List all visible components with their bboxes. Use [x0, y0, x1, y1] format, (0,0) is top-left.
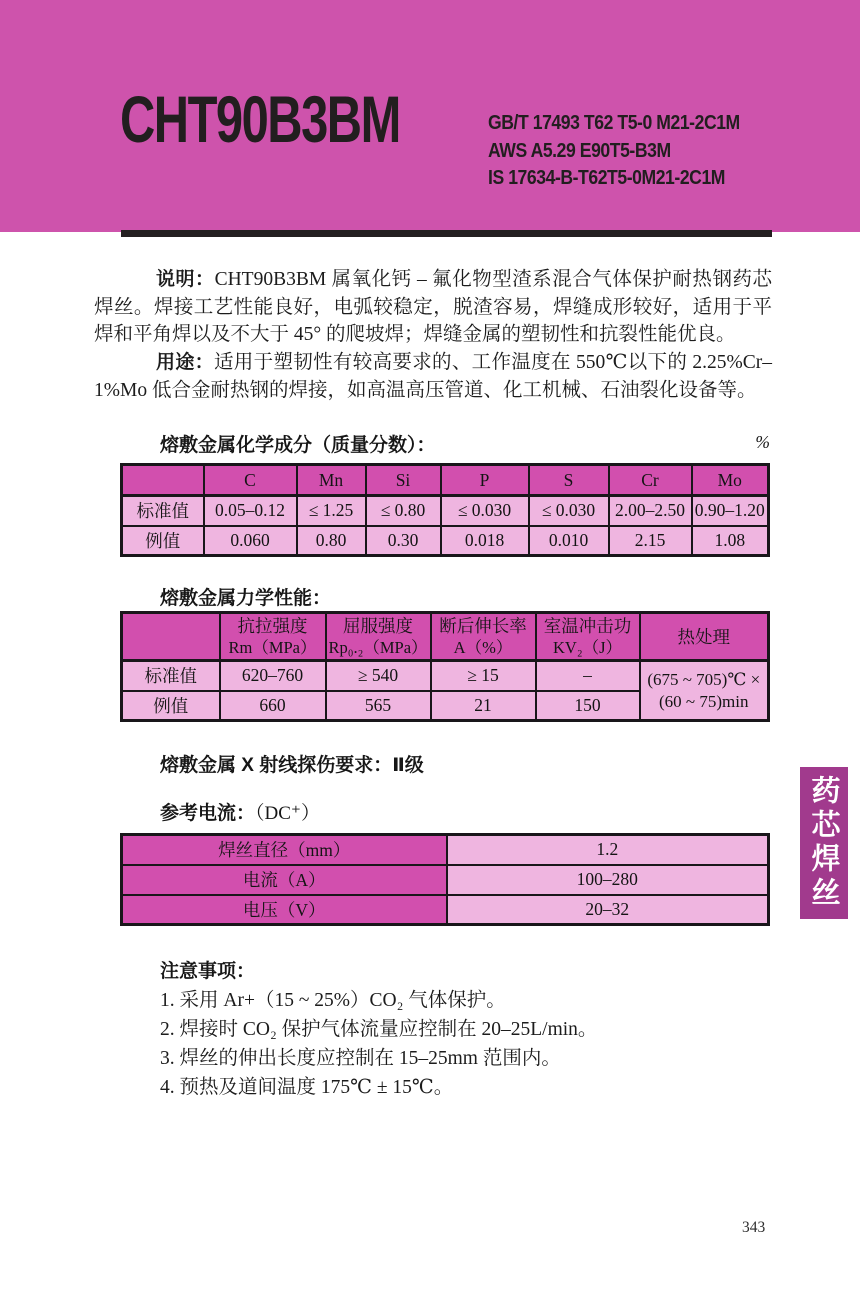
- mechanical-table-header-row: [122, 613, 769, 661]
- reference-current-polarity: （DC⁺）: [255, 803, 320, 824]
- notes-title: 注意事项：: [160, 961, 256, 982]
- chemical-composition-table: [120, 463, 770, 557]
- table-cell: 0.90–1.20: [692, 496, 769, 526]
- table-cell: ≤ 1.25: [297, 496, 366, 526]
- col-header-impact: 室温冲击功 KV₂（J）: [536, 613, 640, 661]
- table-cell: 1.2: [447, 835, 769, 865]
- table-cell: ≥ 540: [326, 661, 431, 691]
- usage-text: 适用于塑韧性有较高要求的、工作温度在 550℃以下的 2.25%Cr–1%Mo 低合金耐热钢的焊接，如高温高压管道、化工机械、石油裂化设备等。: [94, 352, 772, 401]
- table-cell: 100–280: [447, 865, 769, 895]
- product-code-title: CHT90B3BM: [120, 82, 400, 156]
- usage-label: 用途：: [156, 352, 214, 374]
- table-cell: ≤ 0.030: [529, 496, 609, 526]
- corner-cell: [122, 465, 204, 496]
- chemical-example-row: [122, 526, 769, 556]
- col-header-mn: Mn: [297, 465, 366, 496]
- table-cell: 1.08: [692, 526, 769, 556]
- table-cell: ≥ 15: [431, 661, 536, 691]
- page-number: 343: [742, 1219, 766, 1236]
- col-header-p: P: [441, 465, 529, 496]
- table-cell: 660: [220, 691, 326, 721]
- chemical-standard-row: [122, 496, 769, 526]
- table-cell: 0.05–0.12: [204, 496, 297, 526]
- col-header-cr: Cr: [609, 465, 692, 496]
- xray-value: Ⅱ级: [392, 755, 424, 776]
- usage-paragraph: [94, 349, 772, 404]
- chemical-table-unit: %: [755, 432, 770, 452]
- corner-cell: [122, 613, 220, 661]
- table-cell: 21: [431, 691, 536, 721]
- intro-text-block: [94, 266, 772, 405]
- table-cell: 620–760: [220, 661, 326, 691]
- header-band: [0, 0, 860, 232]
- description-paragraph: [94, 266, 772, 349]
- note-item-3: 3. 焊丝的伸出长度应控制在 15–25mm 范围内。: [160, 1048, 561, 1069]
- category-side-tab-label: 药芯焊丝: [807, 775, 840, 911]
- xray-label: 熔敷金属 X 射线探伤要求：: [160, 755, 393, 776]
- col-header-c: C: [204, 465, 297, 496]
- col-header-elongation: 断后伸长率 A（%）: [431, 613, 536, 661]
- mechanical-table-title: 熔敷金属力学性能：: [160, 588, 332, 609]
- chemical-table-title: 熔敷金属化学成分（质量分数）：: [160, 435, 436, 456]
- reference-current-line: [160, 798, 320, 825]
- standards-block: [488, 110, 740, 193]
- col-header-s: S: [529, 465, 609, 496]
- table-cell: 0.010: [529, 526, 609, 556]
- col-header-tensile: 抗拉强度 Rm（MPa）: [220, 613, 326, 661]
- mechanical-properties-table: [120, 611, 770, 722]
- description-text: CHT90B3BM 属氧化钙 – 氟化物型渣系混合气体保护耐热钢药芯焊丝。焊接工艺性能良好，电弧较稳定，脱渣容易，焊缝成形较好，适用于平焊和平角焊以及不大于 45° 的爬坡焊；焊缝金属的塑韧性和抗裂性能优良。: [94, 269, 772, 346]
- mechanical-table-heading: [160, 583, 331, 610]
- row-label: 电流（A）: [122, 865, 447, 895]
- chemical-table-header-row: [122, 465, 769, 496]
- col-header-yield: 屈服强度 Rp₀.₂（MPa）: [326, 613, 431, 661]
- note-item-1: 1. 采用 Ar+（15 ~ 25%）CO₂ 气体保护。: [160, 990, 506, 1011]
- description-label: 说明：: [156, 269, 215, 290]
- table-cell: 20–32: [447, 895, 769, 925]
- table-cell: 0.30: [366, 526, 441, 556]
- table-cell: 0.060: [204, 526, 297, 556]
- wire-diameter-row: [122, 835, 769, 865]
- header-divider-rule: [121, 230, 772, 237]
- row-label: 焊丝直径（mm）: [122, 835, 447, 865]
- table-cell: ≤ 0.030: [441, 496, 529, 526]
- row-label: 标准值: [122, 496, 204, 526]
- table-cell: ≤ 0.80: [366, 496, 441, 526]
- current-row: [122, 865, 769, 895]
- row-label: 电压（V）: [122, 895, 447, 925]
- table-cell: –: [536, 661, 640, 691]
- table-cell: 0.018: [441, 526, 529, 556]
- col-header-si: Si: [366, 465, 441, 496]
- xray-requirement-line: [160, 750, 424, 777]
- chemical-table-heading: [160, 430, 770, 457]
- table-cell: 2.15: [609, 526, 692, 556]
- standard-gbt: GB/T 17493 T62 T5-0 M21-2C1M: [488, 112, 740, 134]
- row-label: 标准值: [122, 661, 220, 691]
- voltage-row: [122, 895, 769, 925]
- row-label: 例值: [122, 691, 220, 721]
- heat-treatment-cell: (675 ~ 705)℃ × (60 ~ 75)min: [640, 661, 769, 721]
- standard-aws: AWS A5.29 E90T5-B3M: [488, 139, 671, 162]
- note-item-2: 2. 焊接时 CO₂ 保护气体流量应控制在 20–25L/min。: [160, 1019, 598, 1040]
- row-label: 例值: [122, 526, 204, 556]
- mechanical-standard-row: [122, 661, 769, 691]
- standard-is: IS 17634-B-T62T5-0M21-2C1M: [488, 167, 726, 189]
- category-side-tab: [800, 767, 848, 919]
- table-cell: 565: [326, 691, 431, 721]
- reference-current-table: [120, 833, 770, 926]
- table-cell: 150: [536, 691, 640, 721]
- reference-current-label: 参考电流：: [160, 803, 256, 824]
- notes-block: [160, 957, 740, 1102]
- col-header-mo: Mo: [692, 465, 769, 496]
- col-header-heat-treatment: 热处理: [640, 613, 769, 661]
- note-item-4: 4. 预热及道间温度 175℃ ± 15℃。: [160, 1077, 454, 1098]
- table-cell: 0.80: [297, 526, 366, 556]
- table-cell: 2.00–2.50: [609, 496, 692, 526]
